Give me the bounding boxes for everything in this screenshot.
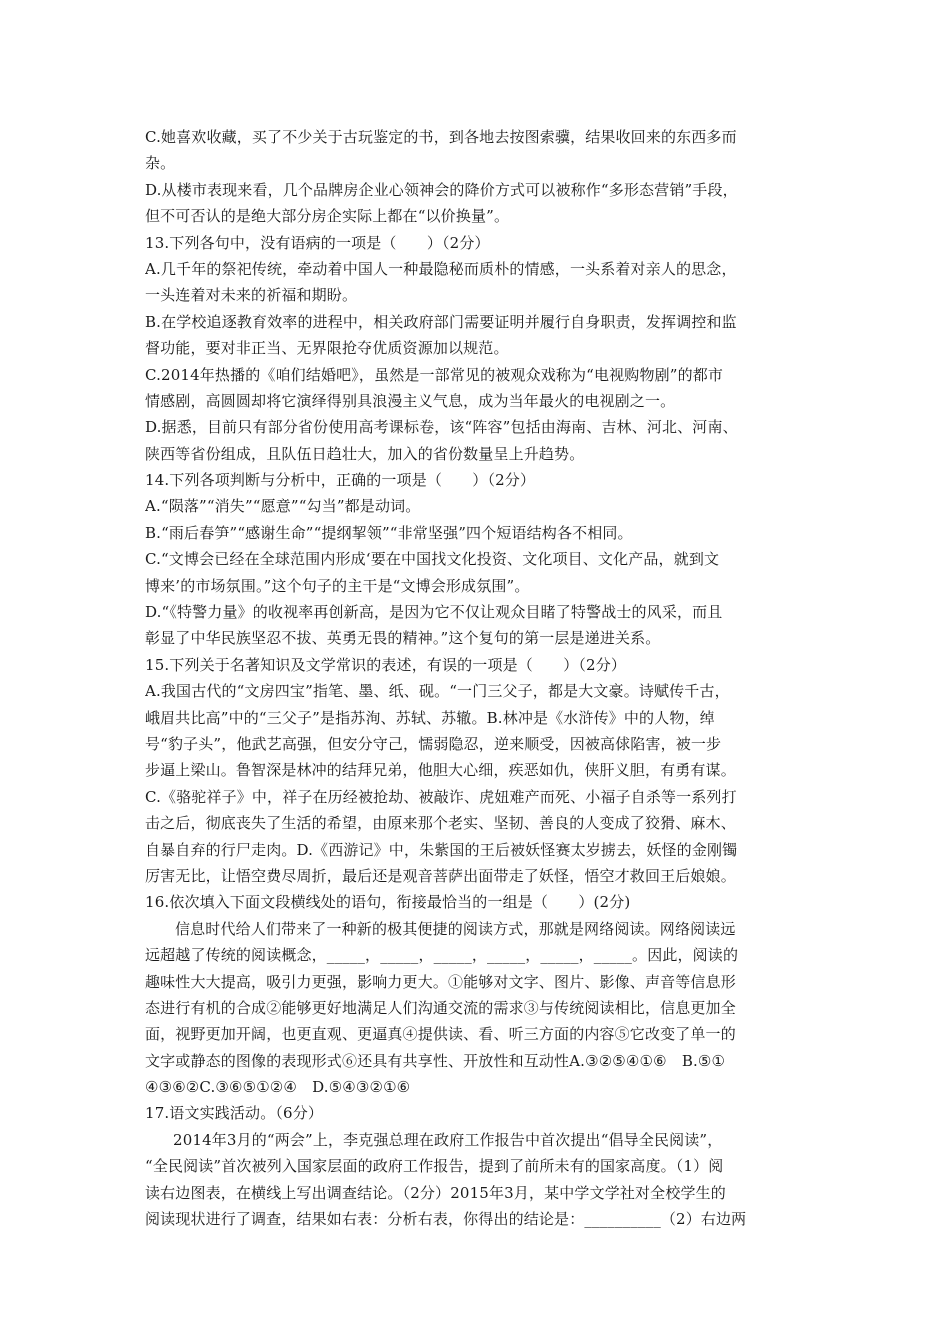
text-line: C.她喜欢收藏，买了不少关于古玩鉴定的书，到各地去按图索骥，结果收回来的东西多而: [145, 128, 737, 146]
text-line: 彰显了中华民族坚忍不拔、英勇无畏的精神。”这个复句的第一层是递进关系。: [145, 629, 661, 648]
text-line: A.几千年的祭祀传统，牵动着中国人一种最隐秘而质朴的情感，一头系着对亲人的思念，: [145, 259, 737, 278]
text-line: C.“文博会已经在全球范围内形成‘要在中国找文化投资、文化项目、文化产品，就到文: [145, 550, 720, 569]
question-17-heading: 17.语文实践活动。（6分）: [145, 1104, 323, 1123]
text-line: 自暴自弃的行尸走肉。D.《西游记》中，朱紫国的王后被妖怪赛太岁掳去，妖怪的金刚镯: [145, 840, 738, 859]
text-line: 号“豹子头”，他武艺高强，但安分守己，懦弱隐忍，逆来顺受，因被高俅陷害，被一步: [145, 734, 722, 753]
text-line: C.《骆驼祥子》中，祥子在历经被抢劫、被敲诈、虎妞难产而死、小福子自杀等一系列打: [145, 787, 737, 806]
text-line: 峨眉共比高”中的“三父子”是指苏洵、苏轼、苏辙。B.林冲是《水浒传》中的人物，绰: [145, 708, 715, 727]
text-line: 杂。: [145, 154, 176, 173]
passage-line: 态进行有机的合成②能够更好地满足人们沟通交流的需求③与传统阅读相比，信息更加全: [145, 998, 736, 1017]
text-line: C.2014年热播的《咱们结婚吧》，虽然是一部常见的被观众戏称为“电视购物剧”的都市: [145, 365, 724, 384]
text-line: 但不可否认的是绝大部分房企实际上都在“以价换量”。: [145, 207, 510, 226]
passage-line: 2014年3月的“两会”上，李克强总理在政府工作报告中首次提出“倡导全民阅读”，: [173, 1130, 723, 1149]
passage-line: 阅读现状进行了调查，结果如右表：分析右表，你得出的结论是：__________（2）右边两: [145, 1210, 747, 1229]
passage-line: “全民阅读”首次被列入国家层面的政府工作报告，提到了前所未有的国家高度。（1）阅: [145, 1157, 724, 1176]
passage-line: 趣味性大大提高，吸引力更强，影响力更大。①能够对文字、图片、影像、声音等信息形: [145, 972, 736, 991]
passage-line: 信息时代给人们带来了一种新的极其便捷的阅读方式，那就是网络阅读。网络阅读远: [175, 919, 736, 938]
question-14-heading: 14.下列各项判断与分析中，正确的一项是（ ）（2分）: [145, 471, 536, 490]
text-line: D.从楼市表现来看，几个品牌房企业心领神会的降价方式可以被称作“多形态营销”手段，: [145, 180, 738, 199]
passage-line: 远超越了传统的阅读概念，_____，_____，_____，_____，_____，_____。因此，阅读的: [145, 946, 739, 965]
text-line: B.“雨后春笋”“感谢生命”“提纲挈领”“非常坚强”四个短语结构各不相同。: [145, 523, 633, 542]
text-line: 厉害无比，让悟空费尽周折，最后还是观音菩萨出面带走了妖怪，悟空才救回王后娘娘。: [145, 866, 736, 885]
text-line: 陕西等省份组成，且队伍日趋壮大，加入的省份数量呈上升趋势。: [145, 444, 585, 463]
text-line: 步逼上梁山。鲁智深是林冲的结拜兄弟，他胆大心细，疾恶如仇，侠肝义胆，有勇有谋。: [145, 761, 736, 780]
passage-line: 文字或静态的图像的表现形式⑥还具有共享性、开放性和互动性A.③②⑤④①⑥ B.⑤①: [145, 1051, 726, 1070]
text-line: 督功能，要对非正当、无界限抢夺优质资源加以规范。: [145, 339, 509, 358]
text-line: B.在学校追逐教育效率的进程中，相关政府部门需要证明并履行自身职责，发挥调控和监: [145, 312, 737, 331]
text-line: A.我国古代的“文房四宝”指笔、墨、纸、砚。“一门三父子，都是大文豪。诗赋传千古，: [145, 682, 730, 701]
text-line: 击之后，彻底丧失了生活的希望，由原来那个老实、坚韧、善良的人变成了狡猾、麻木、: [145, 814, 736, 833]
text-line: 一头连着对未来的祈福和期盼。: [145, 286, 358, 305]
text-line: A.“陨落”“消失”“愿意”“勾当”都是动词。: [145, 497, 421, 516]
exam-text-body: [145, 124, 813, 1232]
question-13-heading: 13.下列各句中，没有语病的一项是（ ）（2分）: [145, 233, 490, 252]
question-16-heading: 16.依次填入下面文段横线处的语句，衔接最恰当的一组是（ ）(2分): [145, 893, 631, 912]
question-15-heading: 15.下列关于名著知识及文学常识的表述，有误的一项是（ ）（2分）: [145, 655, 627, 674]
passage-line: 面，视野更加开阔，也更直观、更逼真④提供读、看、听三方面的内容⑤它改变了单一的: [145, 1025, 736, 1044]
passage-line: 读右边图表，在横线上写出调查结论。（2分）2015年3月，某中学文学社对全校学生的: [145, 1183, 726, 1202]
text-line: 情感剧，高圆圆却将它演绎得别具浪漫主义气息，成为当年最火的电视剧之一。: [145, 391, 676, 410]
passage-line: ④③⑥②C.③⑥⑤①②④ D.⑤④③②①⑥: [145, 1078, 411, 1097]
text-line: 博来’的市场氛围。”这个句子的主干是“文博会形成氛围”。: [145, 576, 530, 595]
text-line: D.据悉，目前只有部分省份使用高考课标卷，该“阵容”包括由海南、吉林、河北、河南、: [145, 418, 738, 437]
text-line: D.“《特警力量》的收视率再创新高，是因为它不仅让观众目睹了特警战士的风采，而且: [145, 603, 723, 622]
